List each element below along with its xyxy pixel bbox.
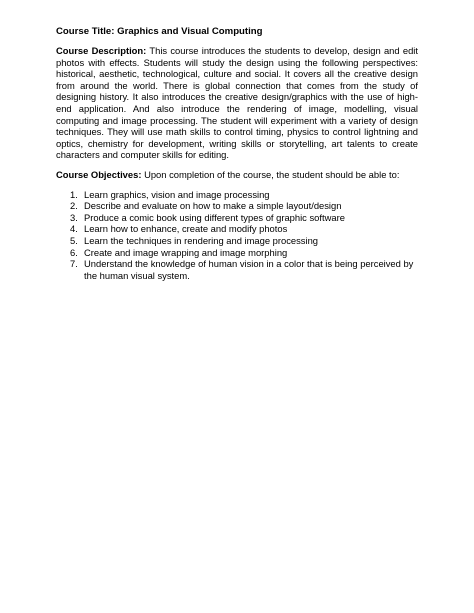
objective-text: Learn the techniques in rendering and image processing (84, 234, 319, 246)
objective-text: Understand the knowledge of human vision in a color that is being perceived by the human visual system. (84, 258, 414, 281)
objective-text: Produce a comic book using different types of graphic software (84, 211, 345, 223)
objective-item (56, 235, 418, 247)
objective-item (56, 189, 418, 201)
objective-text: Learn how to enhance, create and modify photos (84, 223, 288, 235)
course-description-text: This course introduces the students to develop, design and edit photos with effects. Students will study the design using the following perspectives: historical, aesthetic, technological, culture and social. It covers all the creative design from around the world. There is global connection that comes from the study of designing history. It also introduces the creative design/graphics with the use of high-end application. And also introduce the rendering of image, modelling, visual computing and image processing. The student will experiment with a variety of design techniques. They will use math skills to control timing, physics to control lightning and optics, chemistry for development, writing skills or storytelling, art talents to create characters and computer skills for editing. (56, 45, 418, 161)
objective-number: 4. (70, 223, 78, 235)
objective-number: 5. (70, 234, 78, 246)
document-content (56, 26, 418, 281)
objective-item (56, 212, 418, 224)
course-objectives-label: Course Objectives: (56, 168, 142, 180)
objective-item (56, 200, 418, 212)
objective-text: Learn graphics, vision and image processing (84, 188, 270, 200)
course-objectives-intro: Upon completion of the course, the student should be able to: (144, 168, 400, 180)
course-objectives-heading (56, 169, 418, 181)
objective-item (56, 223, 418, 235)
objective-text: Describe and evaluate on how to make a simple layout/design (84, 200, 342, 212)
objective-number: 7. (70, 258, 78, 270)
course-description (56, 45, 418, 161)
objective-number: 1. (70, 188, 78, 200)
objective-text: Create and image wrapping and image morphing (84, 246, 288, 258)
objective-number: 2. (70, 200, 78, 212)
objective-number: 3. (70, 211, 78, 223)
objectives-list (56, 189, 418, 282)
course-title (56, 26, 418, 38)
course-description-label: Course Description: (56, 45, 147, 56)
objective-item (56, 247, 418, 259)
objective-number: 6. (70, 246, 78, 258)
course-title-label: Course Title: (56, 26, 115, 37)
course-title-value: Graphics and Visual Computing (117, 26, 263, 37)
objective-item (56, 258, 418, 281)
